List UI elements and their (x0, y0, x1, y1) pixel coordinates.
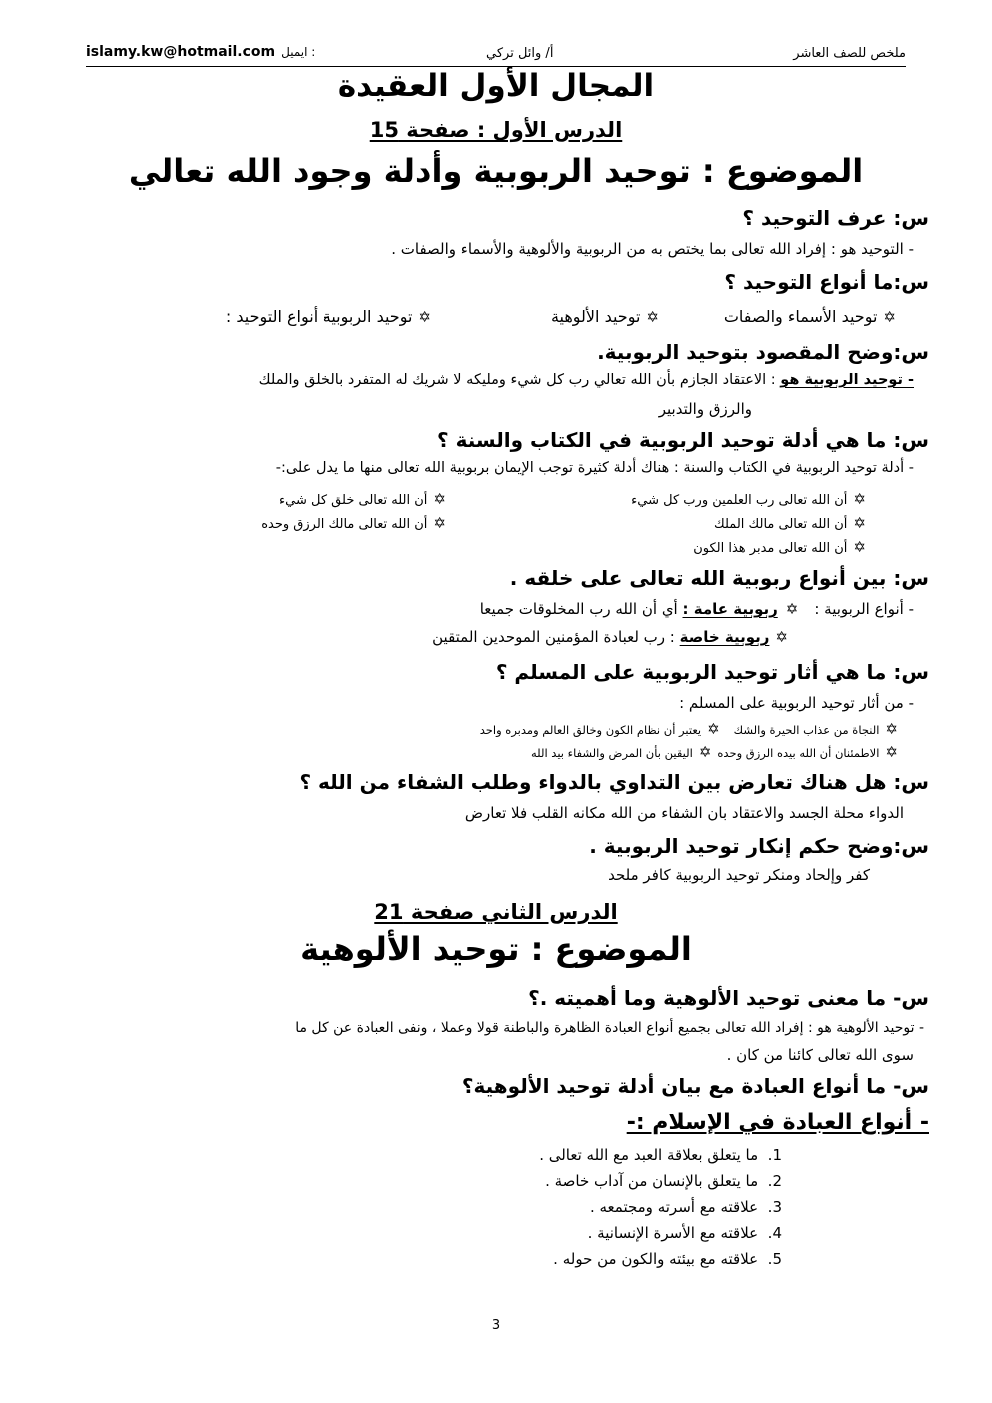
worship-list-item: 1. ما يتعلق بعلاقة العبد مع الله تعالى . (539, 1146, 782, 1164)
header-course: ملخص للصف العاشر (793, 46, 906, 61)
lesson1-title-text: الدرس الأول : صفحة 15 (369, 118, 623, 142)
star-icon: ✡ (785, 600, 799, 618)
type-item-2: ✡توحيد الألوهية (550, 307, 659, 326)
question-7: س: هل هناك تعارض بين التداوي بالدواء وطلب الشفاء من الله ؟ (299, 770, 929, 794)
worship-types-heading: - أنواع العبادة في الإسلام :- (626, 1110, 929, 1135)
question-2: س:ما أنواع التوحيد ؟ (724, 270, 929, 294)
star-icon: ✡ (433, 490, 446, 508)
lesson1-topic (0, 152, 992, 190)
lesson1-title (0, 118, 992, 142)
evidence-item-3: ✡أن الله تعالى مالك الملك (714, 514, 866, 532)
worship-list-item: 4. علاقته مع الأسرة الإنسانية . (587, 1224, 782, 1242)
evidence-item-5: ✡أن الله تعالى مدبر هذا الكون (693, 538, 866, 556)
worship-list-item: 2. ما يتعلق بالإنسان من آداب خاصة . (545, 1172, 782, 1190)
type-item-1: ✡توحيد الربوبية (322, 307, 431, 326)
star-icon: ✡ (885, 743, 898, 761)
answer-6-lead: - من أثار توحيد الربوبية على المسلم : (679, 694, 914, 712)
lordship-special: ✡ربوبية خاصة : رب لعبادة المؤمنين الموحدين المتقين (432, 628, 788, 646)
star-icon: ✡ (418, 308, 431, 326)
effects-row-1: ✡النجاة من عذاب الحيرة والشك✡يعتبر أن نظام الكون وخالق العالم ومدبره واحد (479, 720, 898, 738)
question-4: س: ما هي أدلة توحيد الربوبية في الكتاب والسنة ؟ (437, 428, 929, 452)
lesson2-title-text: الدرس الثاني صفحة 21 (374, 900, 618, 924)
question-8: س:وضح حكم إنكار توحيد الربوبية . (589, 834, 929, 858)
star-icon: ✡ (885, 720, 898, 738)
evidence-item-4: ✡أن الله تعالى مالك الرزق وحده (261, 514, 446, 532)
star-icon: ✡ (853, 514, 866, 532)
answer-7: الدواء محلة الجسد والاعتقاد بان الشفاء من الله مكانه القلب فلا تعارض (464, 804, 904, 822)
answer-1: - التوحيد هو : إفراد الله تعالى بما يختص به من الربوبية والألوهية والأسماء والصفات . (391, 240, 914, 258)
star-icon: ✡ (853, 490, 866, 508)
worship-list-item: 3. علاقته مع أسرته ومجتمعه . (589, 1198, 782, 1216)
answer-9-line1: - توحيد الألوهية هو : إفراد الله تعالى بجميع أنواع العبادة الظاهرة والباطنة قولا وعملا ، ونفى العبادة عن كل ما (295, 1020, 924, 1036)
evidence-item-2: ✡أن الله تعالى خلق كل شيء (279, 490, 446, 508)
question-6: س: ما هي أثار توحيد الربوبية على المسلم ؟ (495, 660, 929, 684)
page-header (86, 44, 906, 67)
question-9: س- ما معنى توحيد الألوهية وما أهميته .؟ (528, 986, 929, 1010)
lesson1-topic-text: : توحيد الربوبية وأدلة وجود الله تعالي (128, 152, 715, 190)
header-email-address: islamy.kw@hotmail.com (86, 44, 276, 60)
lesson2-topic-text: : توحيد الألوهية (300, 930, 544, 968)
page-number: 3 (491, 1318, 501, 1333)
answer-8: كفر وإلحاد ومنكر توحيد الربوبية كافر ملحد (608, 866, 870, 884)
lordship-general: - أنواع الربوبية :✡ربوبية عامة : أي أن الله رب المخلوقات جميعا (479, 600, 914, 618)
answer-3-line2: والرزق والتدبير (658, 400, 752, 418)
types-lead (226, 307, 329, 326)
effects-row-2: ✡الاطمئنان أن الله بيده الرزق وحده✡اليقين بأن المرض والشفاء بيد الله (530, 743, 898, 761)
question-10: س- ما أنواع العبادة مع بيان أدلة توحيد الألوهية؟ (461, 1074, 929, 1098)
header-email-label: ايميل : (281, 45, 316, 59)
answer-9-line2: سوى الله تعالى كائنا من كان . (726, 1046, 914, 1064)
answer-3-line1: - توحيد الربوبية هو : الاعتقاد الجازم بأن الله تعالي رب كل شيء ومليكه لا شريك له المتفرد بالخلق والملك (258, 372, 914, 388)
star-icon: ✡ (646, 308, 659, 326)
type-item-3: ✡توحيد الأسماء والصفات (723, 307, 896, 326)
answer-3-term: - توحيد الربوبية هو (780, 372, 914, 388)
star-icon: ✡ (775, 628, 788, 646)
star-icon: ✡ (883, 308, 896, 326)
domain-title: المجال الأول العقيدة (337, 68, 655, 104)
lesson1-topic-label: الموضوع (725, 152, 864, 190)
star-icon: ✡ (433, 514, 446, 532)
types-lead-text: - أنواع التوحيد : (225, 307, 329, 326)
question-5: س: بين أنواع ربوبية الله تعالى على خلقه . (509, 566, 929, 590)
evidence-item-1: ✡أن الله تعالى رب العلمين ورب كل شيء (631, 490, 866, 508)
worship-list-item: 5. علاقته مع بيئته والكون من حوله . (553, 1250, 782, 1268)
header-email (86, 44, 315, 60)
answer-4-lead: - أدلة توحيد الربوبية في الكتاب والسنة : هناك أدلة كثيرة توجب الإيمان بربوبية الله تعالى منها ما يدل على:- (275, 460, 914, 476)
lesson2-topic-label: الموضوع (554, 930, 692, 968)
question-3: س:وضح المقصود بتوحيد الربوبية. (597, 340, 929, 364)
star-icon: ✡ (698, 743, 712, 761)
question-1: س: عرف التوحيد ؟ (742, 206, 929, 230)
star-icon: ✡ (853, 538, 866, 556)
lesson2-topic (0, 930, 992, 968)
lesson2-title (0, 900, 992, 924)
header-teacher: أ/ وائل تركي (486, 46, 554, 61)
star-icon: ✡ (707, 720, 720, 738)
